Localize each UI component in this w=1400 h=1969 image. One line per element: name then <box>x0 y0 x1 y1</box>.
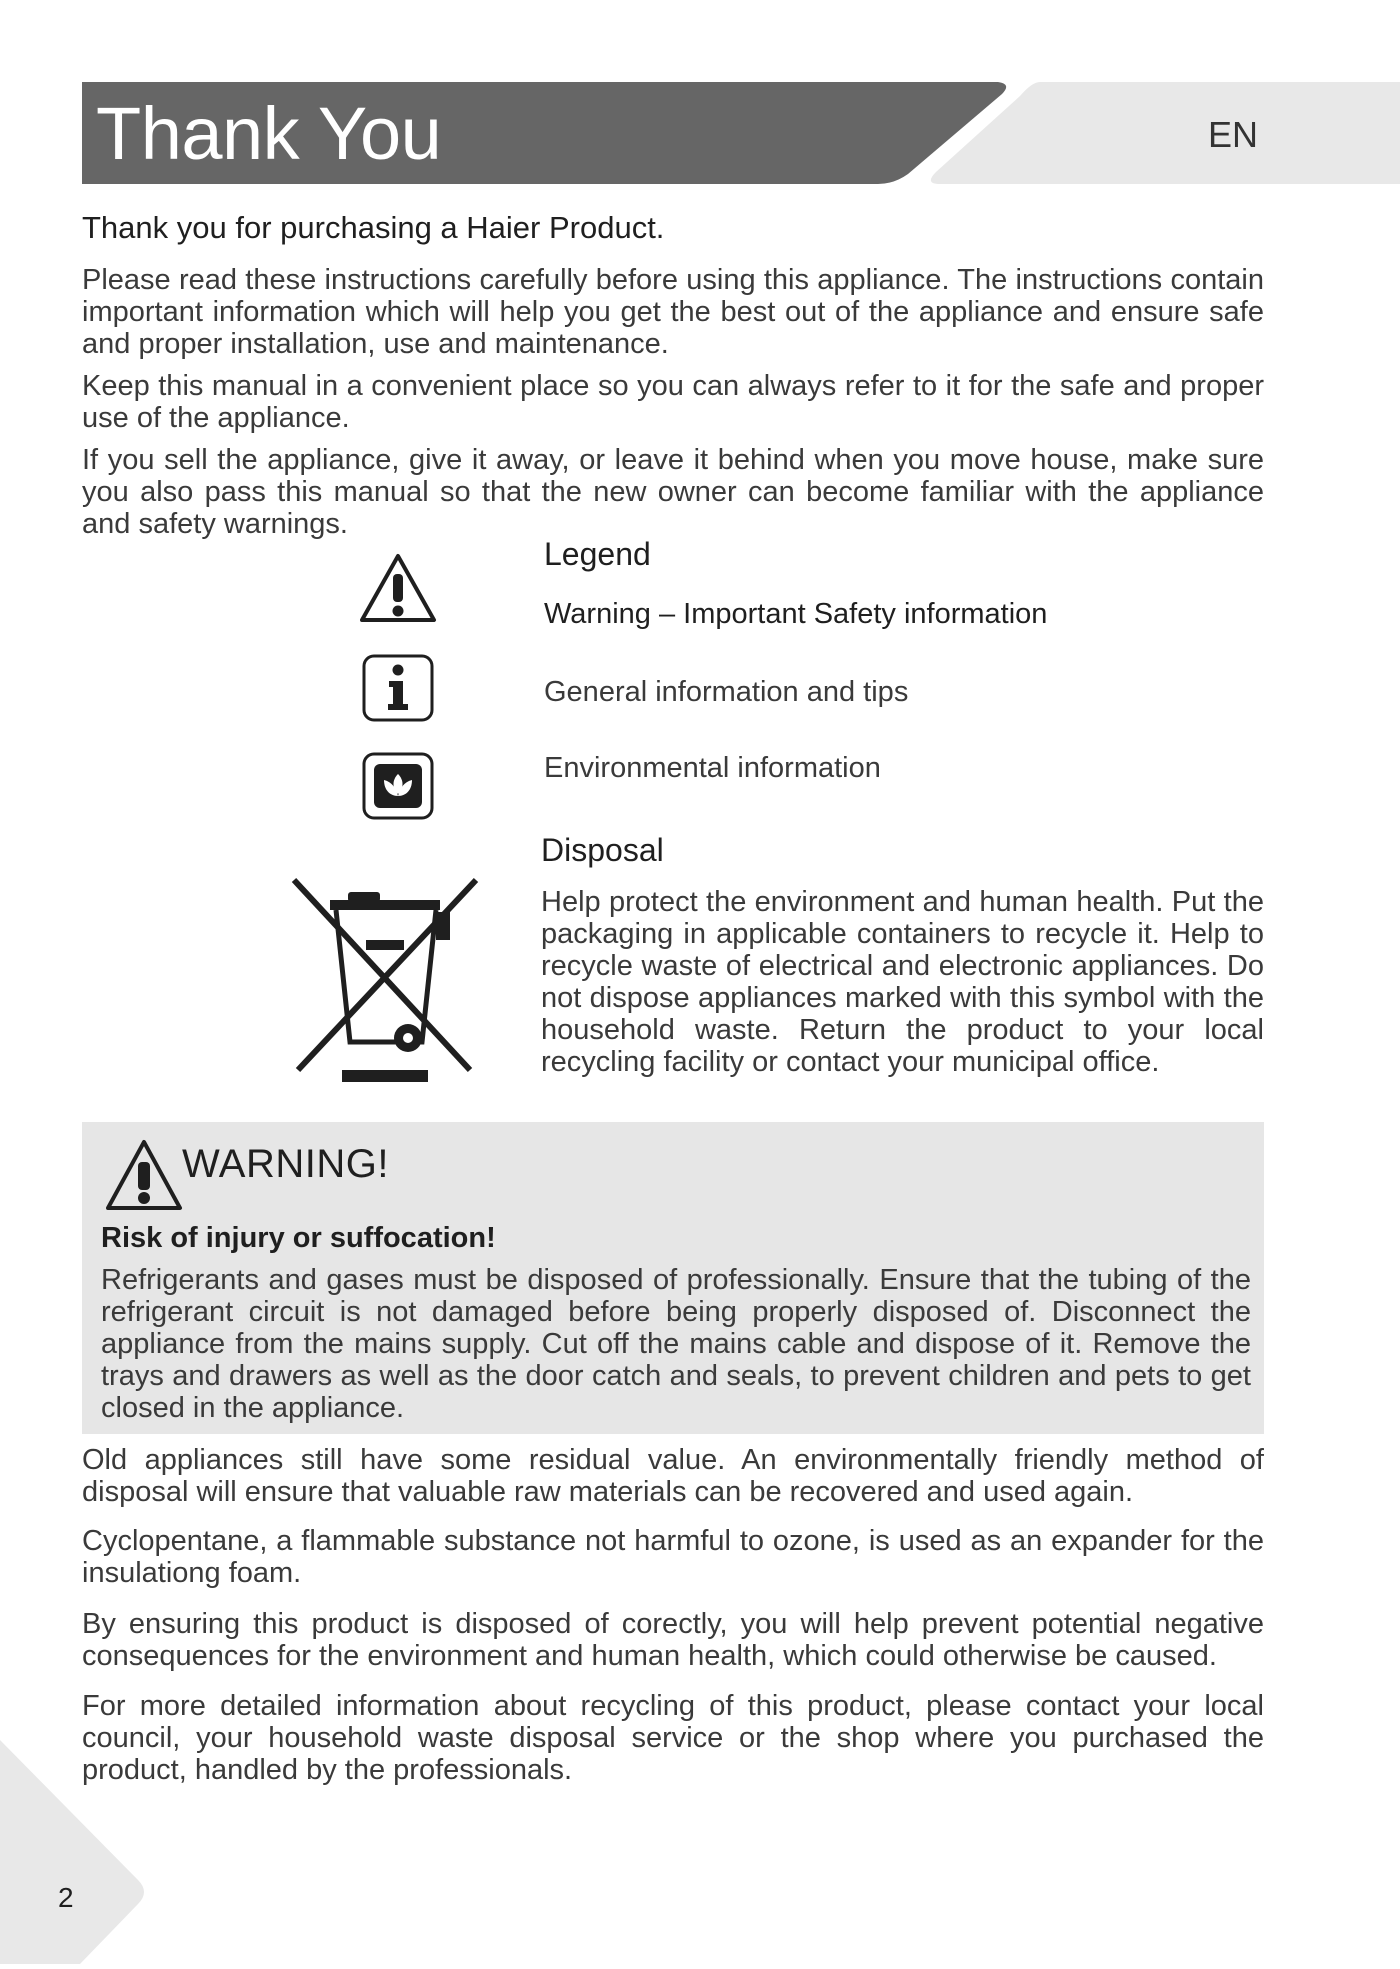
page-number: 2 <box>58 1882 74 1913</box>
legend-label: Warning – Important Safety information <box>544 598 1048 630</box>
environment-icon <box>362 752 434 825</box>
warning-text: Refrigerants and gases must be disposed of professionally. Ensure that the tubing of the refrigerant circuit is not damaged before being properly disposed of. Disconnect the appliance from the mains supply. Cut off the mains cable and dispose of it. Remove the trays and drawers as well as the door catch and seals, to prevent children and pets to get closed in the appliance. <box>101 1264 1251 1424</box>
legend-label: Environmental information <box>544 752 881 784</box>
disposal-text: Help protect the environment and human health. Put the packaging in applicable containers to recycle it. Help to recycle waste of electrical and electronic appliances. Do not dispose appliances marked with this symbol with the household waste. Return the product to your local recycling facility or contact your municipal office. <box>541 886 1264 1078</box>
page-title: Thank You <box>96 92 442 175</box>
language-code: EN <box>1207 114 1258 155</box>
warning-triangle-icon <box>358 552 438 629</box>
warning-triangle-icon <box>104 1138 184 1217</box>
closing-paragraph: Cyclopentane, a flammable substance not harmful to ozone, is used as an expander for the insulationg foam. <box>82 1525 1264 1589</box>
warning-subtitle: Risk of injury or suffocation! <box>101 1222 496 1254</box>
legend-label: General information and tips <box>544 676 909 708</box>
page-corner-decoration <box>0 1740 150 1969</box>
closing-paragraph: Old appliances still have some residual value. An environmentally friendly method of disposal will ensure that valuable raw materials can be recovered and used again. <box>82 1444 1264 1508</box>
intro-paragraph: Keep this manual in a convenient place so you can always refer to it for the safe and proper use of the appliance. <box>82 370 1264 434</box>
crossed-bin-icon <box>290 876 480 1091</box>
warning-title: WARNING! <box>182 1142 389 1186</box>
intro-paragraph: If you sell the appliance, give it away, or leave it behind when you move house, make sure you also pass this manual so that the new owner can become familiar with the appliance and safety warnings. <box>82 444 1264 540</box>
closing-paragraph: By ensuring this product is disposed of corectly, you will help prevent potential negative consequences for the environment and human health, which could otherwise be caused. <box>82 1608 1264 1672</box>
closing-paragraph: For more detailed information about recycling of this product, please contact your local council, your household waste disposal service or the shop where you purchased the product, handled by the professionals. <box>82 1690 1264 1786</box>
intro-paragraph: Please read these instructions carefully before using this appliance. The instructions contain important information which will help you get the best out of the appliance and ensure safe and proper installation, use and maintenance. <box>82 264 1264 360</box>
legend-title: Legend <box>544 536 651 572</box>
lead-text: Thank you for purchasing a Haier Product. <box>82 210 665 245</box>
header-decoration <box>920 82 1400 189</box>
info-icon <box>362 654 434 727</box>
disposal-title: Disposal <box>541 832 664 868</box>
